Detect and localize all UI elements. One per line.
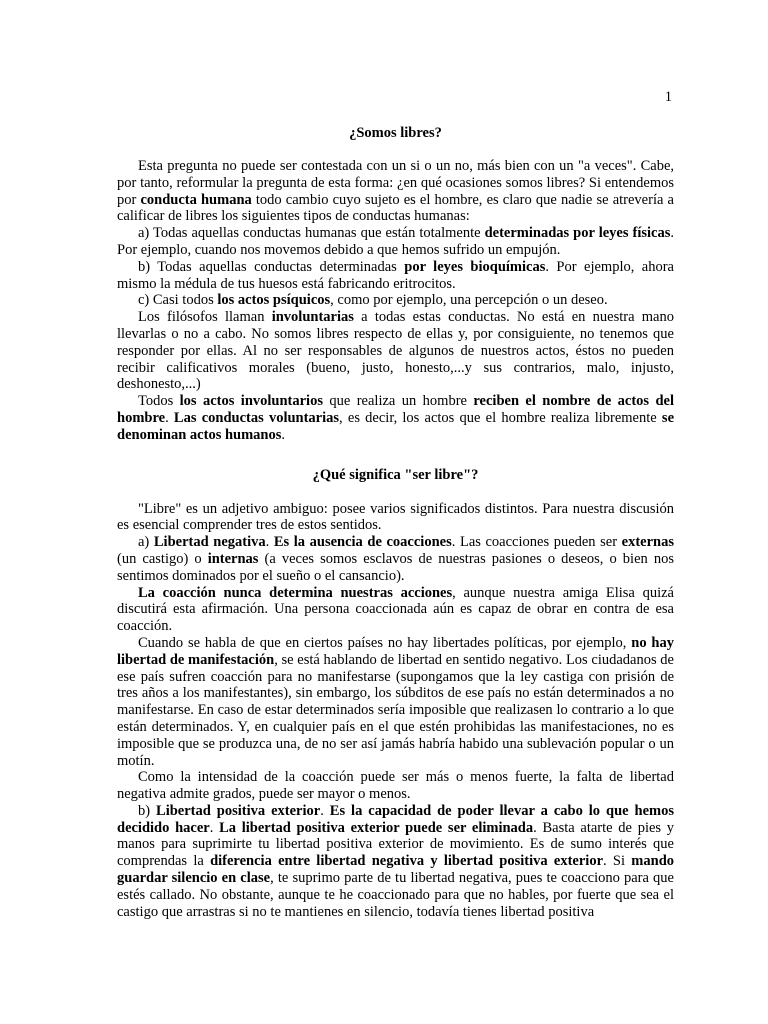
bold-text: los actos involuntarios: [179, 393, 323, 410]
text-run: a) Todas aquellas conductas humanas que están totalmente: [138, 225, 485, 242]
bold-text: externas: [621, 534, 675, 551]
text-run: . Por ejemplo, cuando nos movemos debido a que hemos sufrido un empujón.: [117, 225, 674, 258]
paragraph: [117, 292, 674, 309]
text-run: , como por ejemplo, una percepción o un deseo.: [330, 292, 608, 309]
paragraph: [117, 225, 674, 259]
section-title-somos-libres: ¿Somos libres?: [349, 125, 442, 141]
bold-text: internas: [207, 550, 259, 567]
text-run: b): [138, 802, 157, 819]
bold-text: se denominan actos humanos: [117, 409, 675, 443]
bold-text: Es la ausencia de coacciones: [273, 534, 452, 551]
document-body: [117, 120, 674, 920]
text-run: b) Todas aquellas conductas determinadas: [138, 258, 405, 275]
paragraph: [117, 158, 674, 225]
bold-text: involuntarias: [271, 309, 354, 326]
bold-text: diferencia entre libertad negativa y libertad positiva exterior: [210, 853, 604, 870]
bold-text: Libertad positiva exterior: [156, 802, 321, 819]
bold-text: Libertad negativa: [153, 534, 266, 551]
text-run: . Basta atarte de pies y manos para suprimirte tu libertad positiva exterior de movimiento. Es de sumo interés que comprendas la: [117, 819, 675, 870]
text-run: Como la intensidad de la coacción puede ser más o menos fuerte, la falta de libertad negativa admite grados, puede ser mayor o menos.: [117, 769, 674, 803]
bold-text: no hay libertad de manifestación: [117, 634, 674, 668]
text-run: .: [265, 534, 274, 551]
text-run: a): [138, 534, 154, 551]
text-run: c) Casi todos: [138, 292, 218, 309]
paragraph: [117, 501, 674, 535]
bold-text: mando guardar silencio en clase: [117, 853, 675, 887]
bold-text: conducta humana: [140, 191, 252, 208]
text-run: . Si: [603, 853, 632, 870]
text-run: .: [281, 426, 285, 443]
paragraph: [117, 393, 674, 443]
section-title-que-significa: ¿Qué significa "ser libre"?: [312, 466, 479, 483]
bold-text: determinadas por leyes físicas: [484, 225, 671, 242]
text-run: .: [320, 802, 330, 819]
bold-text: Es la capacidad de poder llevar a cabo lo que hemos decidido hacer: [117, 802, 675, 836]
paragraph: [117, 803, 674, 921]
text-run: .: [165, 409, 174, 426]
text-run: . Por ejemplo, ahora mismo la médula de tus huesos está fabricando eritrocitos.: [117, 258, 674, 292]
bold-text: La libertad positiva exterior puede ser eliminada: [219, 819, 534, 836]
paragraph: [117, 534, 674, 584]
text-run: Los filósofos llaman: [138, 309, 272, 326]
section-body: [117, 158, 674, 444]
text-run: , es decir, los actos que el hombre realiza libremente: [339, 409, 662, 426]
text-run: (a veces somos esclavos de nuestras pasiones o deseos, o bien nos sentimos dominados por el sueño o el cansancio).: [117, 550, 674, 584]
text-run: , te suprimo parte de tu libertad negativa, pues te coacciono para que estés callado. No obstante, aunque te he coaccionado para que no hables, por fuerte que sea el castigo que arrastras si no te mantienes en silencio, todavía tienes libertad positiva: [117, 870, 674, 920]
section-body: [117, 501, 674, 921]
text-run: Todos: [138, 393, 180, 410]
bold-text: reciben el nombre de actos del hombre: [117, 393, 675, 426]
text-run: todo cambio cuyo sujeto es el hombre, es claro que nadie se atrevería a calificar de libres los siguientes tipos de conductas humanas:: [117, 191, 674, 225]
text-run: . Las coacciones pueden ser: [451, 534, 622, 551]
text-run: (un castigo) o: [117, 550, 208, 567]
text-run: "Libre" es un adjetivo ambiguo: posee varios significados distintos. Para nuestra discusión es esencial comprender tres de estos sentidos.: [117, 500, 674, 534]
text-run: que realiza un hombre: [322, 393, 474, 410]
paragraph: [117, 585, 674, 635]
text-run: Cuando se habla de que en ciertos países no hay libertades políticas, por ejemplo,: [138, 634, 632, 651]
bold-text: por leyes bioquímicas: [404, 258, 546, 275]
paragraph: [117, 769, 674, 803]
text-run: , aunque nuestra amiga Elisa quizá discutirá esta afirmación. Una persona coaccionada aún es capaz de obrar en contra de esa coacción.: [117, 584, 674, 635]
paragraph: [117, 309, 674, 393]
text-run: , se está hablando de libertad en sentido negativo. Los ciudadanos de ese país sufren coacción para no manifestarse (supongamos que la ley castiga con prisión de tres años a los manifestantes), sin embargo, los súbditos de ese país no están determinados a no manifestarse. En caso de estar determinados sería imposible que realizasen lo contrario a lo que están determinados. Y, en cualquier país en el que estén prohibidas las manifestaciones, no es imposible que se produzca una, de no ser así jamás habría habido una sublevación popular o un motín.: [117, 651, 674, 769]
text-run: a todas estas conductas. No está en nuestra mano llevarlas o no a cabo. No somos libres respecto de ellas y, por consiguiente, no tenemos que responder por ellas. Al no ser responsables de algunos de nuestros actos, éstos no pueden recibir calificativos morales (bueno, justo, honesto,...y sus contrarios, malo, injusto, deshonesto,...): [117, 309, 674, 393]
text-run: .: [209, 819, 220, 836]
page-number: 1: [664, 89, 672, 105]
paragraph: [117, 259, 674, 293]
bold-text: Las conductas voluntarias: [173, 409, 340, 426]
bold-text: los actos psíquicos: [217, 292, 331, 309]
bold-text: La coacción nunca determina nuestras acciones: [138, 584, 453, 601]
paragraph: [117, 635, 674, 769]
text-run: Esta pregunta no puede ser contestada con un si o un no, más bien con un "a veces". Cabe, por tanto, reformular la pregunta de esta forma: ¿en qué ocasiones somos libres? Si entendemos por: [117, 158, 674, 208]
